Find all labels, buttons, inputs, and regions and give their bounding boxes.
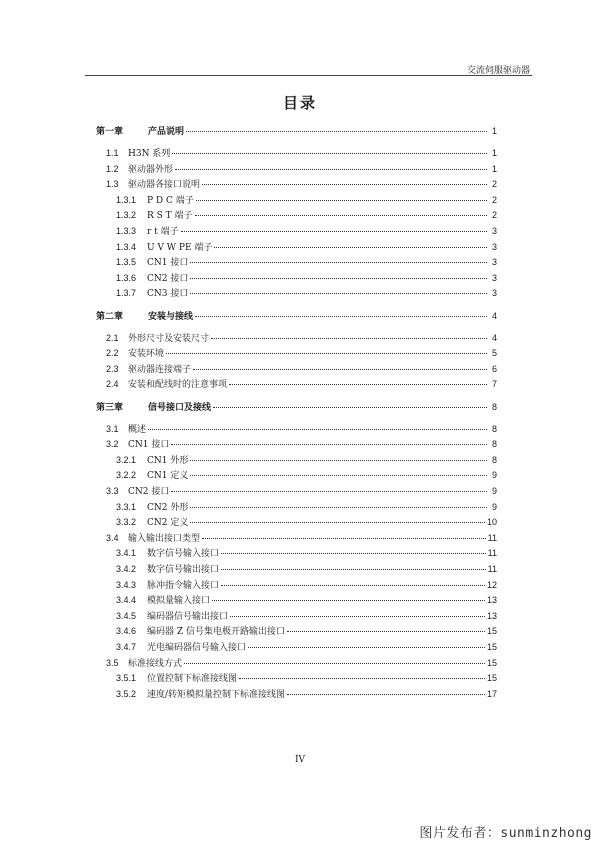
toc-entry-title: 概述: [128, 424, 147, 435]
toc-entry-title: 标准接线方式: [128, 658, 183, 669]
toc-dot-leader: [229, 384, 487, 385]
toc-entry-page: 5: [491, 348, 497, 359]
toc-dot-leader: [171, 491, 487, 492]
toc-dot-leader: [214, 247, 487, 248]
toc-dot-leader: [230, 616, 485, 617]
toc-entry-page: 11: [487, 532, 497, 543]
toc-dot-leader: [175, 169, 487, 170]
toc-entry-page: 2: [491, 194, 497, 205]
toc-entry[interactable]: [96, 578, 497, 594]
toc-entry-title: CN2 接口: [128, 486, 170, 497]
toc-entry-number: 3.4.3: [116, 579, 137, 590]
toc-dot-leader: [211, 338, 487, 339]
toc-entry-title: 模拟量输入接口: [147, 596, 211, 607]
toc-entry[interactable]: [96, 271, 497, 287]
toc-dot-leader: [148, 429, 487, 430]
toc-entry-page: 3: [491, 272, 497, 283]
toc-entry[interactable]: [96, 624, 497, 640]
toc-entry[interactable]: [96, 422, 497, 438]
toc-entry[interactable]: [96, 640, 497, 656]
toc-dot-leader: [166, 353, 487, 354]
toc-dot-leader: [287, 631, 485, 632]
toc-title: 目录: [282, 94, 317, 112]
toc-entry-title: 驱动器各接口说明: [128, 180, 201, 191]
toc-entry-number: 2.4: [106, 379, 119, 390]
toc-entry-title: 产品说明: [148, 127, 185, 137]
toc-entry-page: 9: [491, 485, 497, 496]
toc-entry-title: CN1 外形: [147, 455, 189, 466]
toc-entry[interactable]: [96, 453, 497, 469]
toc-entry-number: 3.4: [106, 532, 119, 543]
toc-entry[interactable]: [96, 593, 497, 609]
toc-entry-page: 7: [491, 379, 497, 390]
toc-entry[interactable]: [96, 484, 497, 500]
table-of-contents: [96, 124, 497, 702]
toc-entry-number: 1.3.6: [116, 272, 137, 283]
toc-entry[interactable]: [96, 515, 497, 531]
watermark-label: 图片发布者：: [419, 826, 501, 841]
toc-entry-page: 1: [491, 126, 497, 136]
toc-entry[interactable]: [96, 146, 497, 162]
toc-entry-page: 15: [486, 673, 497, 684]
toc-entry[interactable]: [96, 162, 497, 178]
toc-entry-number: 3.5.1: [116, 673, 137, 684]
toc-dot-leader: [190, 293, 487, 294]
toc-entry-number: 第三章: [96, 402, 124, 413]
toc-entry-number: 1.3.3: [116, 226, 137, 237]
toc-dot-leader: [193, 369, 487, 370]
toc-chapter-entry[interactable]: [96, 309, 497, 325]
toc-entry-title: R S T 端子: [147, 211, 193, 222]
toc-entry-page: 2: [491, 179, 497, 190]
toc-entry[interactable]: [96, 208, 497, 224]
toc-dot-leader: [221, 553, 486, 554]
toc-entry-title: 光电编码器信号输入接口: [147, 642, 247, 653]
toc-dot-leader: [248, 647, 485, 648]
toc-dot-leader: [239, 678, 485, 679]
toc-entry-number: 3.4.6: [116, 626, 137, 637]
toc-entry-number: 3.4.5: [116, 610, 137, 621]
toc-dot-leader: [221, 569, 486, 570]
toc-dot-leader: [221, 585, 485, 586]
toc-entry[interactable]: [96, 671, 497, 687]
toc-dot-leader: [190, 460, 487, 461]
toc-entry[interactable]: [96, 687, 497, 703]
toc-dot-leader: [190, 507, 487, 508]
toc-dot-leader: [190, 278, 487, 279]
toc-entry-page: 15: [486, 657, 497, 668]
toc-entry-page: 8: [491, 423, 497, 434]
toc-entry-number: 3.2.1: [116, 454, 137, 465]
toc-dot-leader: [181, 231, 487, 232]
toc-entry-number: 1.3.1: [116, 194, 137, 205]
toc-entry-page: 8: [491, 401, 497, 412]
toc-entry-number: 3.5.2: [116, 688, 137, 699]
toc-entry-number: 第二章: [96, 311, 124, 322]
toc-entry[interactable]: [96, 562, 497, 578]
toc-entry-number: 第一章: [96, 127, 124, 137]
toc-entry[interactable]: [96, 500, 497, 516]
toc-dot-leader: [213, 407, 487, 408]
toc-entry-number: 3.3: [106, 485, 119, 496]
toc-entry-page: 3: [491, 257, 497, 268]
toc-entry-title: 安装和配线时的注意事项: [128, 380, 228, 391]
toc-entry-number: 2.1: [106, 332, 119, 343]
toc-dot-leader: [172, 153, 487, 154]
toc-entry-page: 8: [491, 454, 497, 465]
toc-entry-page: 8: [491, 439, 497, 450]
toc-entry-title: P D C 端子: [147, 195, 194, 206]
toc-dot-leader: [190, 475, 487, 476]
toc-entry-title: U V W PE 端子: [147, 242, 213, 253]
toc-dot-leader: [184, 663, 485, 664]
toc-dot-leader: [195, 316, 487, 317]
toc-entry-page: 11: [487, 563, 497, 574]
toc-dot-leader: [195, 215, 487, 216]
toc-entry-page: 17: [486, 688, 497, 699]
watermark: [419, 822, 592, 841]
toc-dot-leader: [190, 262, 487, 263]
toc-entry-page: 2: [491, 210, 497, 221]
toc-entry-title: 位置控制下标准接线图: [147, 674, 238, 685]
toc-entry-number: 3.2.2: [116, 470, 137, 481]
toc-entry-number: 2.3: [106, 363, 119, 374]
toc-entry-title: 脉冲指令输入接口: [147, 580, 220, 591]
toc-entry[interactable]: [96, 331, 497, 347]
toc-entry-title: CN1 接口: [147, 258, 189, 269]
toc-entry-title: 驱动器外形: [128, 164, 174, 175]
toc-entry-page: 13: [486, 595, 497, 606]
toc-entry-page: 3: [491, 288, 497, 299]
toc-dot-leader: [190, 522, 485, 523]
toc-dot-leader: [212, 600, 485, 601]
toc-entry[interactable]: [96, 546, 497, 562]
toc-entry-page: 3: [491, 241, 497, 252]
toc-entry-number: 3.4.2: [116, 563, 137, 574]
toc-entry[interactable]: [96, 286, 497, 302]
toc-entry-title: 驱动器连接端子: [128, 364, 192, 375]
toc-entry[interactable]: [96, 656, 497, 672]
toc-dot-leader: [287, 694, 485, 695]
toc-entry-number: 1.1: [106, 148, 119, 159]
toc-dot-leader: [186, 131, 487, 132]
toc-entry[interactable]: [96, 377, 497, 393]
toc-entry-title: 编码器 Z 信号集电极开路输出接口: [147, 627, 285, 638]
toc-entry-page: 1: [491, 148, 497, 159]
running-header: 交流伺服驱动器: [466, 66, 530, 76]
toc-chapter-entry[interactable]: [96, 400, 497, 416]
toc-entry-title: 速度/转矩模拟量控制下标准接线图: [147, 689, 286, 700]
toc-entry-title: r t 端子: [147, 227, 179, 238]
toc-entry-title: 信号接口及接线: [148, 402, 212, 413]
toc-entry[interactable]: [96, 177, 497, 193]
toc-entry[interactable]: [96, 531, 497, 547]
toc-entry-title: H3N 系列: [128, 149, 171, 160]
toc-chapter-entry[interactable]: [96, 124, 497, 140]
header-rule: [85, 75, 532, 76]
toc-entry-number: 3.1: [106, 423, 119, 434]
toc-entry-title: 安装与接线: [148, 311, 194, 322]
toc-entry-page: 1: [491, 163, 497, 174]
toc-entry-title: 输入输出接口类型: [128, 533, 201, 544]
toc-entry-number: 1.2: [106, 163, 119, 174]
toc-entry-page: 12: [486, 579, 497, 590]
toc-entry-number: 1.3.4: [116, 241, 137, 252]
page-number: IV: [294, 755, 306, 765]
toc-entry-number: 3.4.4: [116, 595, 137, 606]
toc-entry-page: 9: [491, 501, 497, 512]
toc-entry-number: 3.4.7: [116, 641, 137, 652]
toc-entry-number: 3.3.2: [116, 517, 137, 528]
toc-entry-title: 编码器信号输出接口: [147, 611, 229, 622]
toc-entry-number: 3.4.1: [116, 548, 137, 559]
toc-entry-number: 3.3.1: [116, 501, 137, 512]
toc-entry[interactable]: [96, 437, 497, 453]
toc-entry-title: CN1 接口: [128, 440, 170, 451]
toc-entry-title: 外形尺寸及安装尺寸: [128, 333, 210, 344]
toc-entry-title: CN3 接口: [147, 289, 189, 300]
toc-entry-title: CN2 定义: [147, 518, 189, 529]
toc-entry-title: 数字信号输入接口: [147, 549, 220, 560]
toc-entry-number: 2.2: [106, 348, 119, 359]
toc-entry-number: 1.3.2: [116, 210, 137, 221]
toc-dot-leader: [202, 538, 486, 539]
toc-entry-page: 3: [491, 226, 497, 237]
toc-entry[interactable]: [96, 609, 497, 625]
toc-entry-page: 6: [491, 363, 497, 374]
toc-entry-number: 1.3.5: [116, 257, 137, 268]
toc-entry[interactable]: [96, 193, 497, 209]
toc-entry-number: 3.5: [106, 657, 119, 668]
toc-entry[interactable]: [96, 468, 497, 484]
watermark-name: sunminzhong: [500, 826, 592, 841]
toc-entry-page: 9: [491, 470, 497, 481]
toc-entry-page: 11: [487, 548, 497, 559]
toc-entry-title: 安装环境: [128, 349, 165, 360]
toc-entry-title: 数字信号输出接口: [147, 564, 220, 575]
toc-entry-page: 15: [486, 626, 497, 637]
toc-dot-leader: [171, 444, 487, 445]
toc-entry-page: 10: [486, 517, 497, 528]
toc-entry-page: 15: [486, 641, 497, 652]
toc-entry[interactable]: [96, 240, 497, 256]
toc-entry-page: 13: [486, 610, 497, 621]
toc-entry-title: CN2 接口: [147, 273, 189, 284]
toc-entry-page: 4: [491, 310, 497, 321]
toc-entry-number: 1.3: [106, 179, 119, 190]
toc-dot-leader: [196, 200, 487, 201]
toc-entry[interactable]: [96, 255, 497, 271]
toc-entry-number: 1.3.7: [116, 288, 137, 299]
toc-entry[interactable]: [96, 346, 497, 362]
toc-entry-page: 4: [491, 332, 497, 343]
toc-entry-title: CN2 外形: [147, 502, 189, 513]
toc-dot-leader: [202, 184, 487, 185]
toc-entry-title: CN1 定义: [147, 471, 189, 482]
toc-entry-number: 3.2: [106, 439, 119, 450]
toc-entry[interactable]: [96, 362, 497, 378]
toc-entry[interactable]: [96, 224, 497, 240]
